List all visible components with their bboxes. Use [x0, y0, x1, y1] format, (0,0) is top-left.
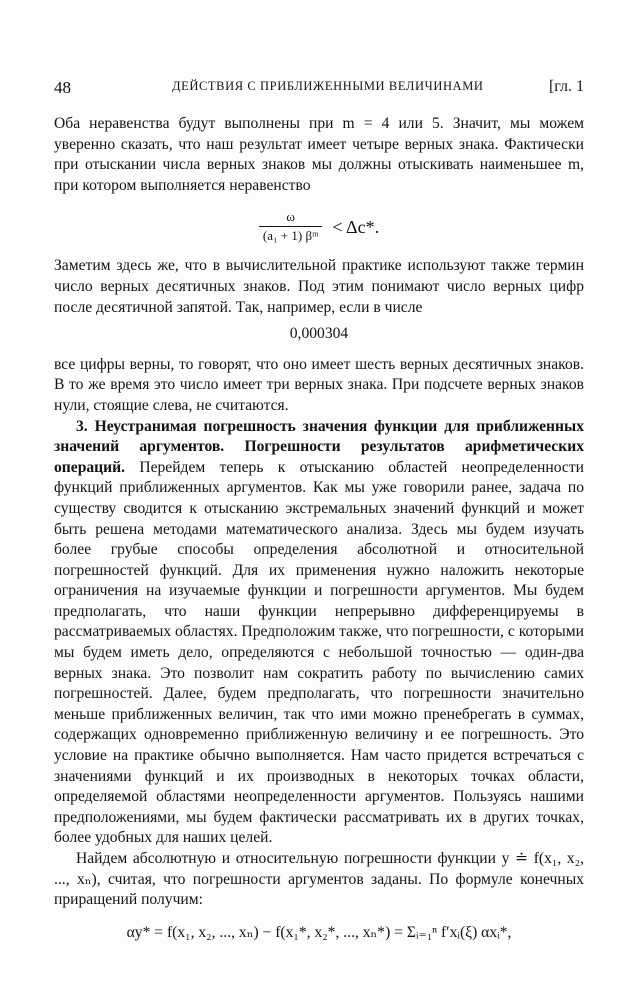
inequality-formula: [54, 210, 584, 246]
paragraph-1: Оба неравенства будут выполнены при m = 4 или 5. Значит, мы можем уверенно сказать, что наш результат имеет четыре верных знака. Фактически при отыскании числа верных знаков мы должны отыскивать наименьшее m, при котором выполняется неравенство: [54, 115, 584, 194]
paragraph-2: Заметим здесь же, что в вычислительной практике используют также термин число верных десятичных знаков. Под этим понимают число верных цифр после десятичной запятой. Так, например, если в числе: [54, 257, 584, 316]
inequality-rhs: < Δc*.: [332, 216, 380, 237]
fraction-numerator: ω: [286, 209, 295, 225]
page-header: [54, 78, 584, 98]
page-number: 48: [54, 78, 71, 97]
paragraph-3: все цифры верны, то говорят, что оно имеет шесть верных десятичных знаков. В то же время это число имеет три верных знака. При подсчете верных знаков нули, стоящие слева, не считаются.: [54, 355, 584, 414]
paragraph-4: Найдем абсолютную и относительную погрешности функции y ≐ f(x₁, x₂, ..., xₙ), считая, что погрешности аргументов заданы. По формуле конечных приращений получим:: [54, 850, 584, 909]
fraction-bar: [259, 226, 323, 227]
section-heading: 3. Неустранимая погрешность значения функции для приближенных значений аргументов. Погрешности результатов арифметических операций.: [54, 417, 584, 476]
number-example: 0,000304: [289, 325, 349, 343]
fraction: [259, 210, 323, 243]
section-3: [54, 417, 584, 849]
running-title: ДЕЙСТВИЯ С ПРИБЛИЖЕННЫМИ ВЕЛИЧИНАМИ: [172, 79, 484, 93]
finite-increment-formula: αy* = f(x₁, x₂, ..., xₙ) − f(x₁*, x₂*, ..., xₙ*) = Σᵢ₌₁ⁿ f′xᵢ(ξ) αxᵢ*,: [126, 923, 512, 941]
chapter-marker: [гл. 1: [548, 78, 584, 95]
section-text: Перейдем теперь к отысканию областей неопределенности функций приближенных аргументов. Как мы уже говорили ранее, задача по существу сводится к отысканию экстремальных значений функций и может быть решена методами математического анализа. Здесь мы будем изучать более грубые способы определения абсолютной и относительной погрешностей функций. Для их применения нужно наложить некоторые ограничения на изучаемые функции и погрешности аргументов. Мы будем предполагать, что наши функции непрерывно дифференцируемы в рассматриваемых областях. Предположим также, что погрешности, с которыми мы будем иметь дело, определяются с небольшой точностью — один-два верных знака. Это позволит нам сократить работу по вычислению самих погрешностей. Далее, будем предполагать, что погрешности значительно меньше приближенных величин, так что ими можно пренебрегать в суммах, содержащих одновременно приближенную величину и ее погрешность. Это условие на практике обычно выполняется. Нам часто придется встречаться с значениями функций и их производных в некоторых точках области, определяемой областями неопределенности аргументов. Пользуясь нашими предположениями, мы будем фактически рассматривать их в других точках, более удобных для наших целей.: [54, 458, 584, 847]
fraction-denominator: (a₁ + 1) βᵐ: [262, 228, 319, 244]
page-body: [54, 114, 584, 943]
